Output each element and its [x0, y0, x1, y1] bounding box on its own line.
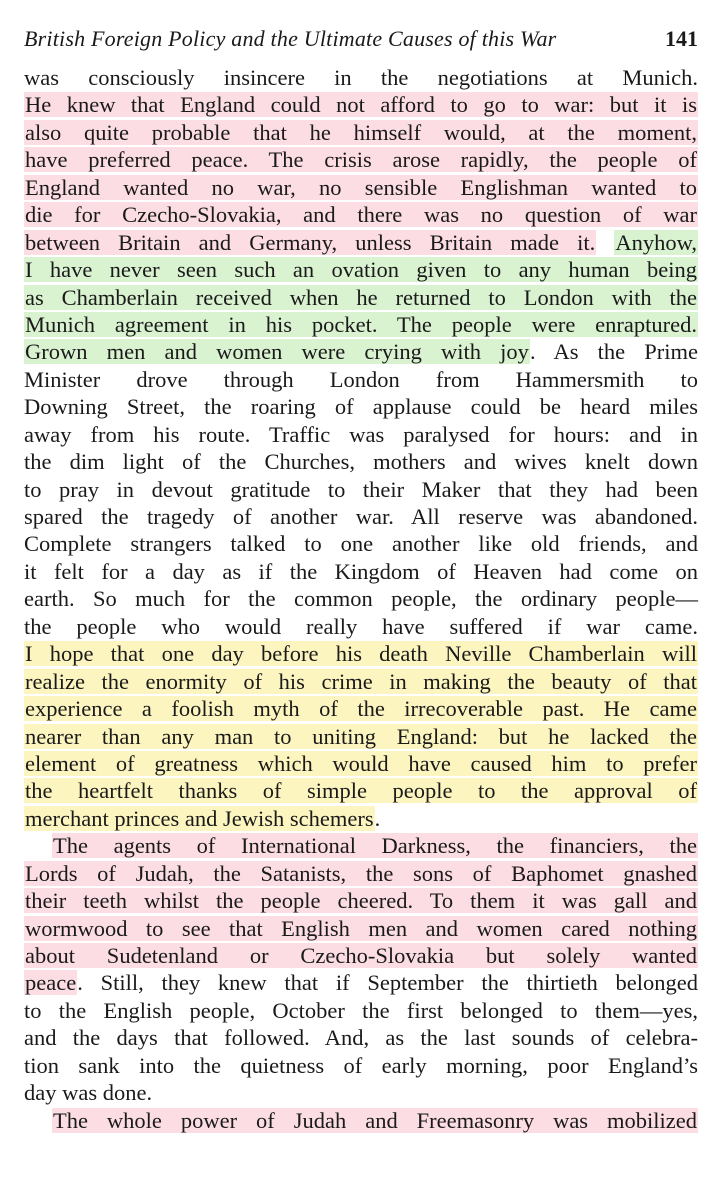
yellow-highlight: realize the enormity of his crime in making the beauty of that [25, 668, 697, 694]
text-segment: . As the Prime [529, 339, 698, 365]
text-line [24, 668, 698, 695]
text-line [24, 146, 698, 173]
text-segment: away from his route. Traffic was paralysed for hours: and in [24, 421, 698, 447]
text-segment: day was done. [24, 1080, 153, 1106]
text-line [24, 393, 698, 420]
yellow-highlight: experience a foolish myth of the irrecoverable past. He came [25, 696, 697, 722]
text-line [24, 640, 698, 667]
text-line [24, 887, 698, 914]
pink-highlight: The whole power of Judah and Freemasonry was mobilized [53, 1107, 697, 1133]
book-page [24, 20, 698, 1134]
text-segment: tion sank into the quietness of early morning, poor England’s [24, 1052, 698, 1078]
page-number: 141 [665, 26, 698, 51]
text-segment: Minister drove through London from Hammersmith to [24, 366, 698, 392]
pink-highlight: The agents of International Darkness, the financiers, the [53, 833, 697, 859]
pink-highlight: die for Czecho-Slovakia, and there was no question of war [25, 202, 697, 228]
yellow-highlight: element of greatness which would have caused him to prefer [25, 750, 697, 776]
text-segment: spared the tragedy of another war. All reserve was abandoned. [24, 504, 698, 529]
green-highlight: Munich agreement in his pocket. The people were enraptured. [25, 311, 697, 337]
text-line [24, 119, 698, 146]
text-line [24, 448, 698, 475]
text-line [24, 256, 698, 283]
yellow-highlight: merchant princes and Jewish schemers [25, 805, 374, 831]
text-line [24, 585, 698, 612]
text-line [24, 1079, 698, 1106]
text-line [24, 338, 698, 365]
pink-highlight: between Britain and Germany, unless Britain made it. [25, 229, 596, 255]
pink-highlight: peace [25, 970, 77, 996]
pink-highlight: also quite probable that he himself would, at the moment, [25, 119, 697, 145]
text-line [24, 723, 698, 750]
green-highlight: Grown men and women were crying with joy [25, 339, 529, 365]
text-segment: . [374, 805, 381, 831]
page-header [24, 20, 698, 58]
text-line [24, 558, 698, 585]
text-segment: Downing Street, the roaring of applause could be heard miles [24, 394, 698, 420]
running-head-title: British Foreign Policy and the Ultimate Causes of this War [24, 26, 557, 51]
text-segment: Complete strangers talked to one another like old friends, and [24, 531, 698, 557]
pink-highlight: wormwood to see that English men and women cared nothing [25, 915, 697, 941]
text-segment: the dim light of the Churches, mothers and wives knelt down [24, 449, 698, 475]
text-line [24, 997, 698, 1024]
text-line [24, 174, 698, 201]
text-segment: to the English people, October the first belonged to them—yes, [24, 997, 698, 1023]
yellow-highlight: the heartfelt thanks of simple people to the approval of [25, 778, 697, 804]
text-line [24, 860, 698, 887]
text-segment: it felt for a day as if the Kingdom of Heaven had come on [24, 558, 698, 584]
body-text [24, 64, 698, 1134]
text-segment [596, 230, 614, 255]
pink-highlight: Lords of Judah, the Satanists, the sons of Baphomet gnashed [25, 860, 697, 886]
text-line [24, 1107, 698, 1134]
green-highlight: I have never seen such an ovation given to any human being [25, 257, 697, 283]
yellow-highlight: I hope that one day before his death Neville Chamberlain will [25, 641, 697, 667]
text-line [24, 750, 698, 777]
text-line [24, 64, 698, 91]
text-line [24, 805, 698, 832]
text-segment: earth. So much for the common people, the ordinary people— [24, 586, 698, 612]
pink-highlight: have preferred peace. The crisis arose rapidly, the people of [25, 147, 697, 173]
text-line [24, 1052, 698, 1079]
pink-highlight: He knew that England could not afford to go to war: but it is [25, 92, 697, 118]
text-line [24, 421, 698, 448]
text-line [24, 229, 698, 256]
text-segment: was consciously insincere in the negotiations at Munich. [24, 65, 698, 90]
text-line [24, 91, 698, 118]
text-segment: . Still, they knew that if September the thirtieth belonged [77, 970, 698, 996]
text-line [24, 530, 698, 557]
text-line [24, 503, 698, 530]
text-line [24, 1024, 698, 1051]
text-line [24, 832, 698, 859]
text-line [24, 695, 698, 722]
text-line [24, 777, 698, 804]
text-segment: the people who would really have suffered if war came. [24, 613, 698, 639]
text-line [24, 969, 698, 996]
green-highlight: Anyhow, [615, 229, 697, 255]
text-segment: and the days that followed. And, as the last sounds of celebra- [24, 1025, 698, 1051]
pink-highlight: their teeth whilst the people cheered. To them it was gall and [25, 888, 697, 914]
text-line [24, 201, 698, 228]
text-line [24, 915, 698, 942]
pink-highlight: England wanted no war, no sensible Englishman wanted to [25, 174, 697, 200]
text-line [24, 284, 698, 311]
text-line [24, 311, 698, 338]
text-line [24, 613, 698, 640]
text-segment: to pray in devout gratitude to their Maker that they had been [24, 476, 698, 502]
yellow-highlight: nearer than any man to uniting England: but he lacked the [25, 723, 697, 749]
text-line [24, 942, 698, 969]
text-line [24, 476, 698, 503]
text-line [24, 366, 698, 393]
pink-highlight: about Sudetenland or Czecho-Slovakia but solely wanted [25, 943, 697, 968]
green-highlight: as Chamberlain received when he returned to London with the [25, 284, 697, 310]
